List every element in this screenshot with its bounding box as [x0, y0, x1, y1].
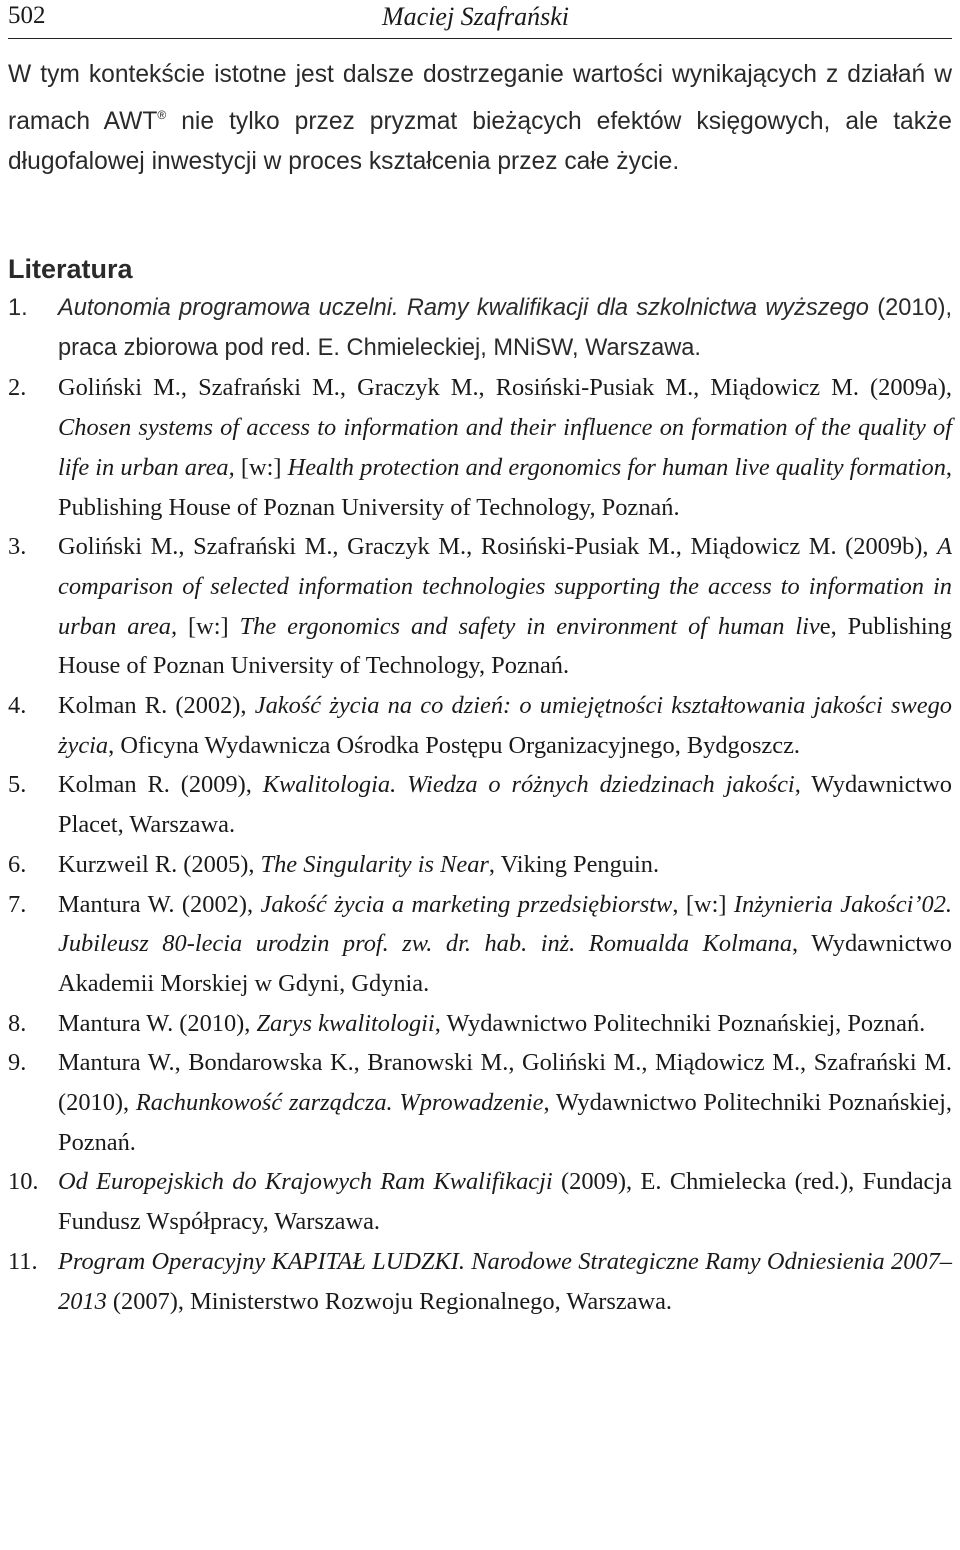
reference-number: 10.: [8, 1168, 39, 1196]
reference-authors: Kolman R. (2002),: [58, 692, 255, 720]
reference-authors: Goliński M., Szafrański M., Graczyk M., Rosiński-Pusiak M., Miądowicz M. (2009b),: [58, 533, 938, 561]
reference-item: [8, 527, 952, 686]
reference-title: A comparison of selected information technologies supporting the access to information in urban area,: [58, 533, 952, 640]
reference-publisher: , Wydawnictwo Politechniki Poznańskiej, Poznań.: [58, 1089, 952, 1156]
reference-title-end: 2013: [58, 1287, 107, 1315]
reference-authors: Mantura W. (2002),: [58, 890, 261, 918]
reference-item: [8, 1043, 952, 1162]
reference-item: [8, 845, 952, 885]
reference-authors: Mantura W., Bondarowska K., Branowski M., Goliński M., Miądowicz M., Szafrański M. (2010),: [58, 1049, 952, 1117]
reference-item: [8, 1242, 952, 1321]
reference-number: 6.: [8, 850, 27, 878]
intro-paragraph: [8, 55, 952, 182]
reference-publisher: , Wydawnictwo Placet, Warszawa.: [58, 771, 953, 839]
reference-title: Rachunkowość zarządcza. Wprowadzenie: [135, 1089, 544, 1117]
reference-item: [8, 1162, 952, 1241]
section-title: Literatura: [8, 254, 133, 284]
reference-number: 2.: [8, 374, 27, 402]
reference-source: The ergonomics and safety in environment of human liv: [239, 612, 820, 640]
reference-year-dash: –: [939, 1247, 952, 1275]
reference-item: [8, 885, 952, 1004]
reference-in: [w:]: [234, 453, 288, 481]
reference-title: Zarys kwalitologii: [256, 1009, 435, 1037]
reference-details: (2007), Ministerstwo Rozwoju Regionalnego, Warszawa.: [106, 1287, 673, 1315]
reference-title: Kwalitologia. Wiedza o różnych dziedzinach jakości: [262, 771, 795, 799]
reference-authors: Kurzweil R. (2005),: [58, 850, 261, 878]
running-head-author: Maciej Szafrański: [382, 2, 570, 31]
reference-number: 8.: [8, 1009, 27, 1037]
reference-number: 4.: [8, 692, 27, 720]
reference-publisher: , Wydawnictwo Politechniki Poznańskiej, Poznań.: [434, 1009, 926, 1037]
reference-publisher: , Oficyna Wydawnicza Ośrodka Postępu Organizacyjnego, Bydgoszcz.: [108, 731, 801, 759]
reference-title: Chosen systems of access to information and their influence on formation of the quality of life in urban area,: [58, 414, 952, 481]
intro-text-part2: nie tylko przez pryzmat bieżących efektów księgowych, ale także długofalowej inwestycji w proces kształcenia przez całe życie.: [8, 108, 952, 175]
reference-number: 3.: [8, 533, 27, 561]
reference-item: [8, 765, 952, 844]
reference-number: 1.: [8, 295, 28, 321]
reference-number: 9.: [8, 1049, 27, 1077]
reference-publisher: , Publishing House of Poznan University of Technology, Poznań.: [58, 453, 953, 521]
reference-details: (2010), praca zbiorowa pod red. E. Chmieleckiej, MNiSW, Warszawa.: [58, 295, 952, 361]
reference-number: 11.: [8, 1247, 38, 1275]
reference-authors: Mantura W. (2010),: [58, 1009, 257, 1037]
registered-trademark-mark: ®: [157, 108, 167, 122]
reference-in: , [w:]: [672, 890, 734, 918]
reference-list: [8, 289, 952, 1321]
reference-title: Jakość życia a marketing przedsiębiorstw: [260, 890, 673, 918]
reference-source: Health protection and ergonomics for human live quality formation: [287, 453, 946, 481]
reference-number: 7.: [8, 890, 27, 918]
reference-item: [8, 1004, 952, 1044]
reference-authors: Goliński M., Szafrański M., Graczyk M., Rosiński-Pusiak M., Miądowicz M. (2009a),: [58, 374, 952, 402]
reference-title: Od Europejskich do Krajowych Ram Kwalifikacji: [58, 1168, 553, 1196]
reference-authors: Kolman R. (2009),: [58, 771, 263, 799]
reference-item: [8, 368, 952, 527]
running-header: [8, 0, 952, 39]
reference-title: Jakość życia na co dzień: o umiejętności kształtowania jakości swego życia: [58, 692, 952, 759]
page-number: 502: [8, 2, 46, 29]
reference-title: Autonomia programowa uczelni. Ramy kwalifikacji dla szkolnictwa wyższego: [58, 295, 869, 321]
reference-publisher: , Wydawnictwo Akademii Morskiej w Gdyni, Gdynia.: [58, 930, 952, 997]
reference-publisher: e, Publishing House of Poznan University of Technology, Poznań.: [58, 612, 952, 680]
reference-publisher: , Viking Penguin.: [488, 850, 660, 878]
intro-text-part1: W tym kontekście istotne jest dalsze dostrzeganie wartości wynikających z działań w ramach AWT: [8, 61, 952, 135]
reference-in: [w:]: [177, 612, 240, 640]
reference-title: The Singularity is Near: [260, 850, 489, 878]
reference-source: Inżynieria Jakości’02. Jubileusz 80-lecia urodzin prof. zw. dr. hab. inż. Romualda Kolmana: [58, 890, 953, 958]
reference-item: [8, 686, 952, 765]
reference-number: 5.: [8, 771, 27, 799]
reference-details: (2009), E. Chmielecka (red.), Fundacja Fundusz Współpracy, Warszawa.: [58, 1168, 952, 1236]
reference-item: [8, 289, 952, 368]
reference-title: Program Operacyjny KAPITAŁ LUDZKI. Narodowe Strategiczne Ramy Odniesienia 2007: [58, 1247, 940, 1275]
